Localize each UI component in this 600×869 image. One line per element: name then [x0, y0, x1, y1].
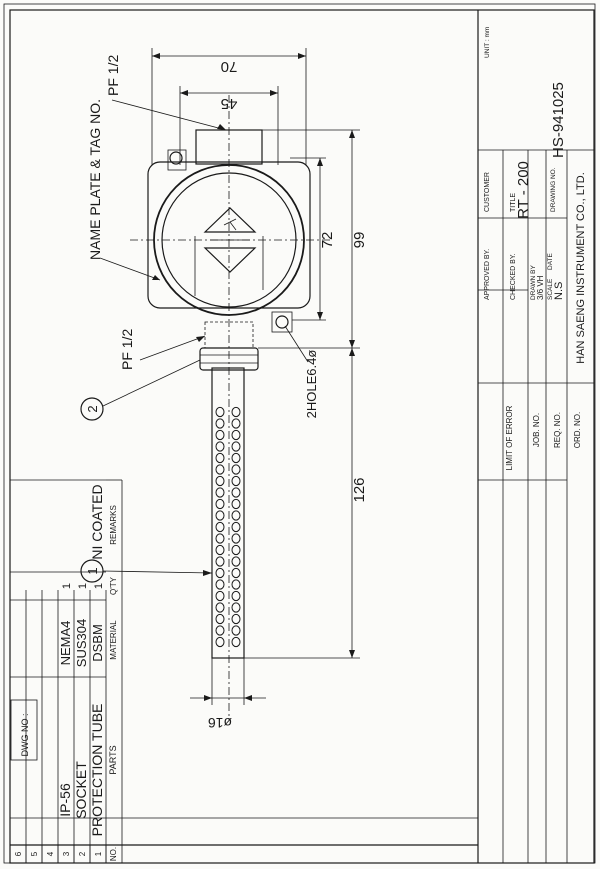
tube-hole: [232, 603, 240, 612]
centerlines: [130, 95, 330, 720]
scale-value: N.S: [553, 281, 565, 300]
header-parts: PARTS: [108, 745, 118, 775]
tube-hole: [216, 614, 224, 623]
tube-hole: [232, 442, 240, 451]
tube-hole: [232, 476, 240, 485]
tube-hole: [232, 488, 240, 497]
tube-hole: [232, 430, 240, 439]
dim-16: ø16: [207, 715, 233, 731]
balloon-1: 1: [85, 567, 100, 575]
dim-126: 126: [351, 477, 368, 503]
tube-hole: [232, 511, 240, 520]
tube-hole: [232, 407, 240, 416]
tube-hole: [232, 568, 240, 577]
dim-70: 70: [220, 58, 238, 75]
limit-of-error-label: LIMIT OF ERROR: [505, 405, 514, 471]
part-1-material: DSBM: [90, 624, 105, 662]
header-material: MATERIAL: [109, 620, 118, 660]
title-label: TITLE: [510, 192, 517, 212]
tube-hole: [232, 453, 240, 462]
tube-hole: [216, 419, 224, 428]
tube-hole: [216, 568, 224, 577]
dim-hole: 2HOLE6.4ø: [304, 349, 319, 419]
title-block: [484, 27, 587, 471]
tube-hole: [216, 522, 224, 531]
ord-no-label: ORD. NO.: [573, 411, 582, 449]
drawing-no-value: HS-941025: [550, 82, 567, 158]
nameplate-callout: NAME PLATE & TAG NO.: [87, 98, 103, 260]
header-qty: Q'TY: [109, 577, 118, 595]
tube-hole: [232, 534, 240, 543]
tube-hole: [232, 499, 240, 508]
tube-hole: [216, 545, 224, 554]
pf-top-callout: PF 1/2: [105, 54, 121, 96]
tube-hole: [216, 476, 224, 485]
tube-hole: [216, 511, 224, 520]
tube-hole: [216, 534, 224, 543]
row-no-5: 2: [78, 851, 87, 857]
tube-hole: [232, 580, 240, 589]
title-value: RT - 200: [515, 161, 532, 219]
dim-45: 45: [220, 95, 238, 112]
tube-hole: [216, 626, 224, 635]
tube-hole: [216, 637, 224, 646]
drawn-by-value: 3/6 VH: [536, 275, 545, 300]
tube-holes: [216, 407, 240, 646]
tube-hole: [216, 465, 224, 474]
parts-entries: [57, 484, 105, 836]
dim-72: 72: [319, 231, 336, 249]
row-no-6: 1: [94, 851, 103, 857]
tube-hole: [232, 626, 240, 635]
tube-hole: [216, 488, 224, 497]
tube-hole: [232, 419, 240, 428]
row-no-2: 5: [30, 851, 39, 857]
tube-hole: [232, 614, 240, 623]
customer-label: CUSTOMER: [484, 172, 491, 212]
tube-hole: [232, 545, 240, 554]
part-2-qty: 1: [77, 582, 89, 590]
part-3-material: NEMA4: [58, 620, 73, 666]
part-2-name: SOCKET: [73, 761, 89, 819]
dim-99: 99: [351, 231, 368, 249]
parts-headers: [108, 505, 118, 861]
req-no-label: REQ. NO.: [553, 411, 562, 449]
tube-hole: [216, 557, 224, 566]
tube-hole: [216, 580, 224, 589]
date-label: DATE: [547, 253, 554, 270]
tube-hole: [216, 407, 224, 416]
balloon-2: 2: [85, 405, 100, 413]
header-remarks: REMARKS: [109, 505, 118, 545]
tube-hole: [232, 557, 240, 566]
row-no-1: 6: [14, 851, 23, 857]
checked-by-label: CHECKED BY.: [510, 253, 517, 300]
dwg-no-label: DWG NO :: [20, 713, 30, 757]
drawn-by-label: DRAWN BY: [530, 265, 537, 300]
scale-label: SCALE: [547, 278, 554, 300]
approved-by-label: APPROVED BY.: [484, 248, 491, 300]
tube-hole: [216, 603, 224, 612]
part-1-remarks: NI COATED: [89, 484, 105, 560]
tube-hole: [216, 499, 224, 508]
tube-hole: [232, 591, 240, 600]
part-3-name: IP-56: [57, 783, 73, 817]
callouts: [81, 55, 308, 582]
row-no-4: 3: [62, 851, 71, 857]
part-2-material: SUS304: [74, 618, 89, 668]
dimension-lines: [152, 48, 360, 705]
tube-hole: [216, 453, 224, 462]
company-name: HAN SAENG INSTRUMENT CO., LTD.: [575, 172, 587, 364]
drawing-no-label: DRAWING NO.: [550, 167, 557, 212]
tube-hole: [216, 430, 224, 439]
tube-hole: [232, 465, 240, 474]
tube-hole: [216, 591, 224, 600]
job-no-label: JOB. NO.: [532, 412, 541, 448]
unit-label: UNIT : mm: [484, 26, 491, 58]
header-no: NO.: [109, 846, 118, 862]
part-1-name: PROTECTION TUBE: [89, 703, 105, 837]
part-3-qty: 1: [61, 582, 73, 590]
tube-hole: [232, 522, 240, 531]
part-1-qty: 1: [93, 582, 105, 590]
pf-side-callout: PF 1/2: [119, 328, 135, 370]
tube-hole: [216, 442, 224, 451]
row-no-3: 4: [46, 851, 55, 857]
tube-hole: [232, 637, 240, 646]
